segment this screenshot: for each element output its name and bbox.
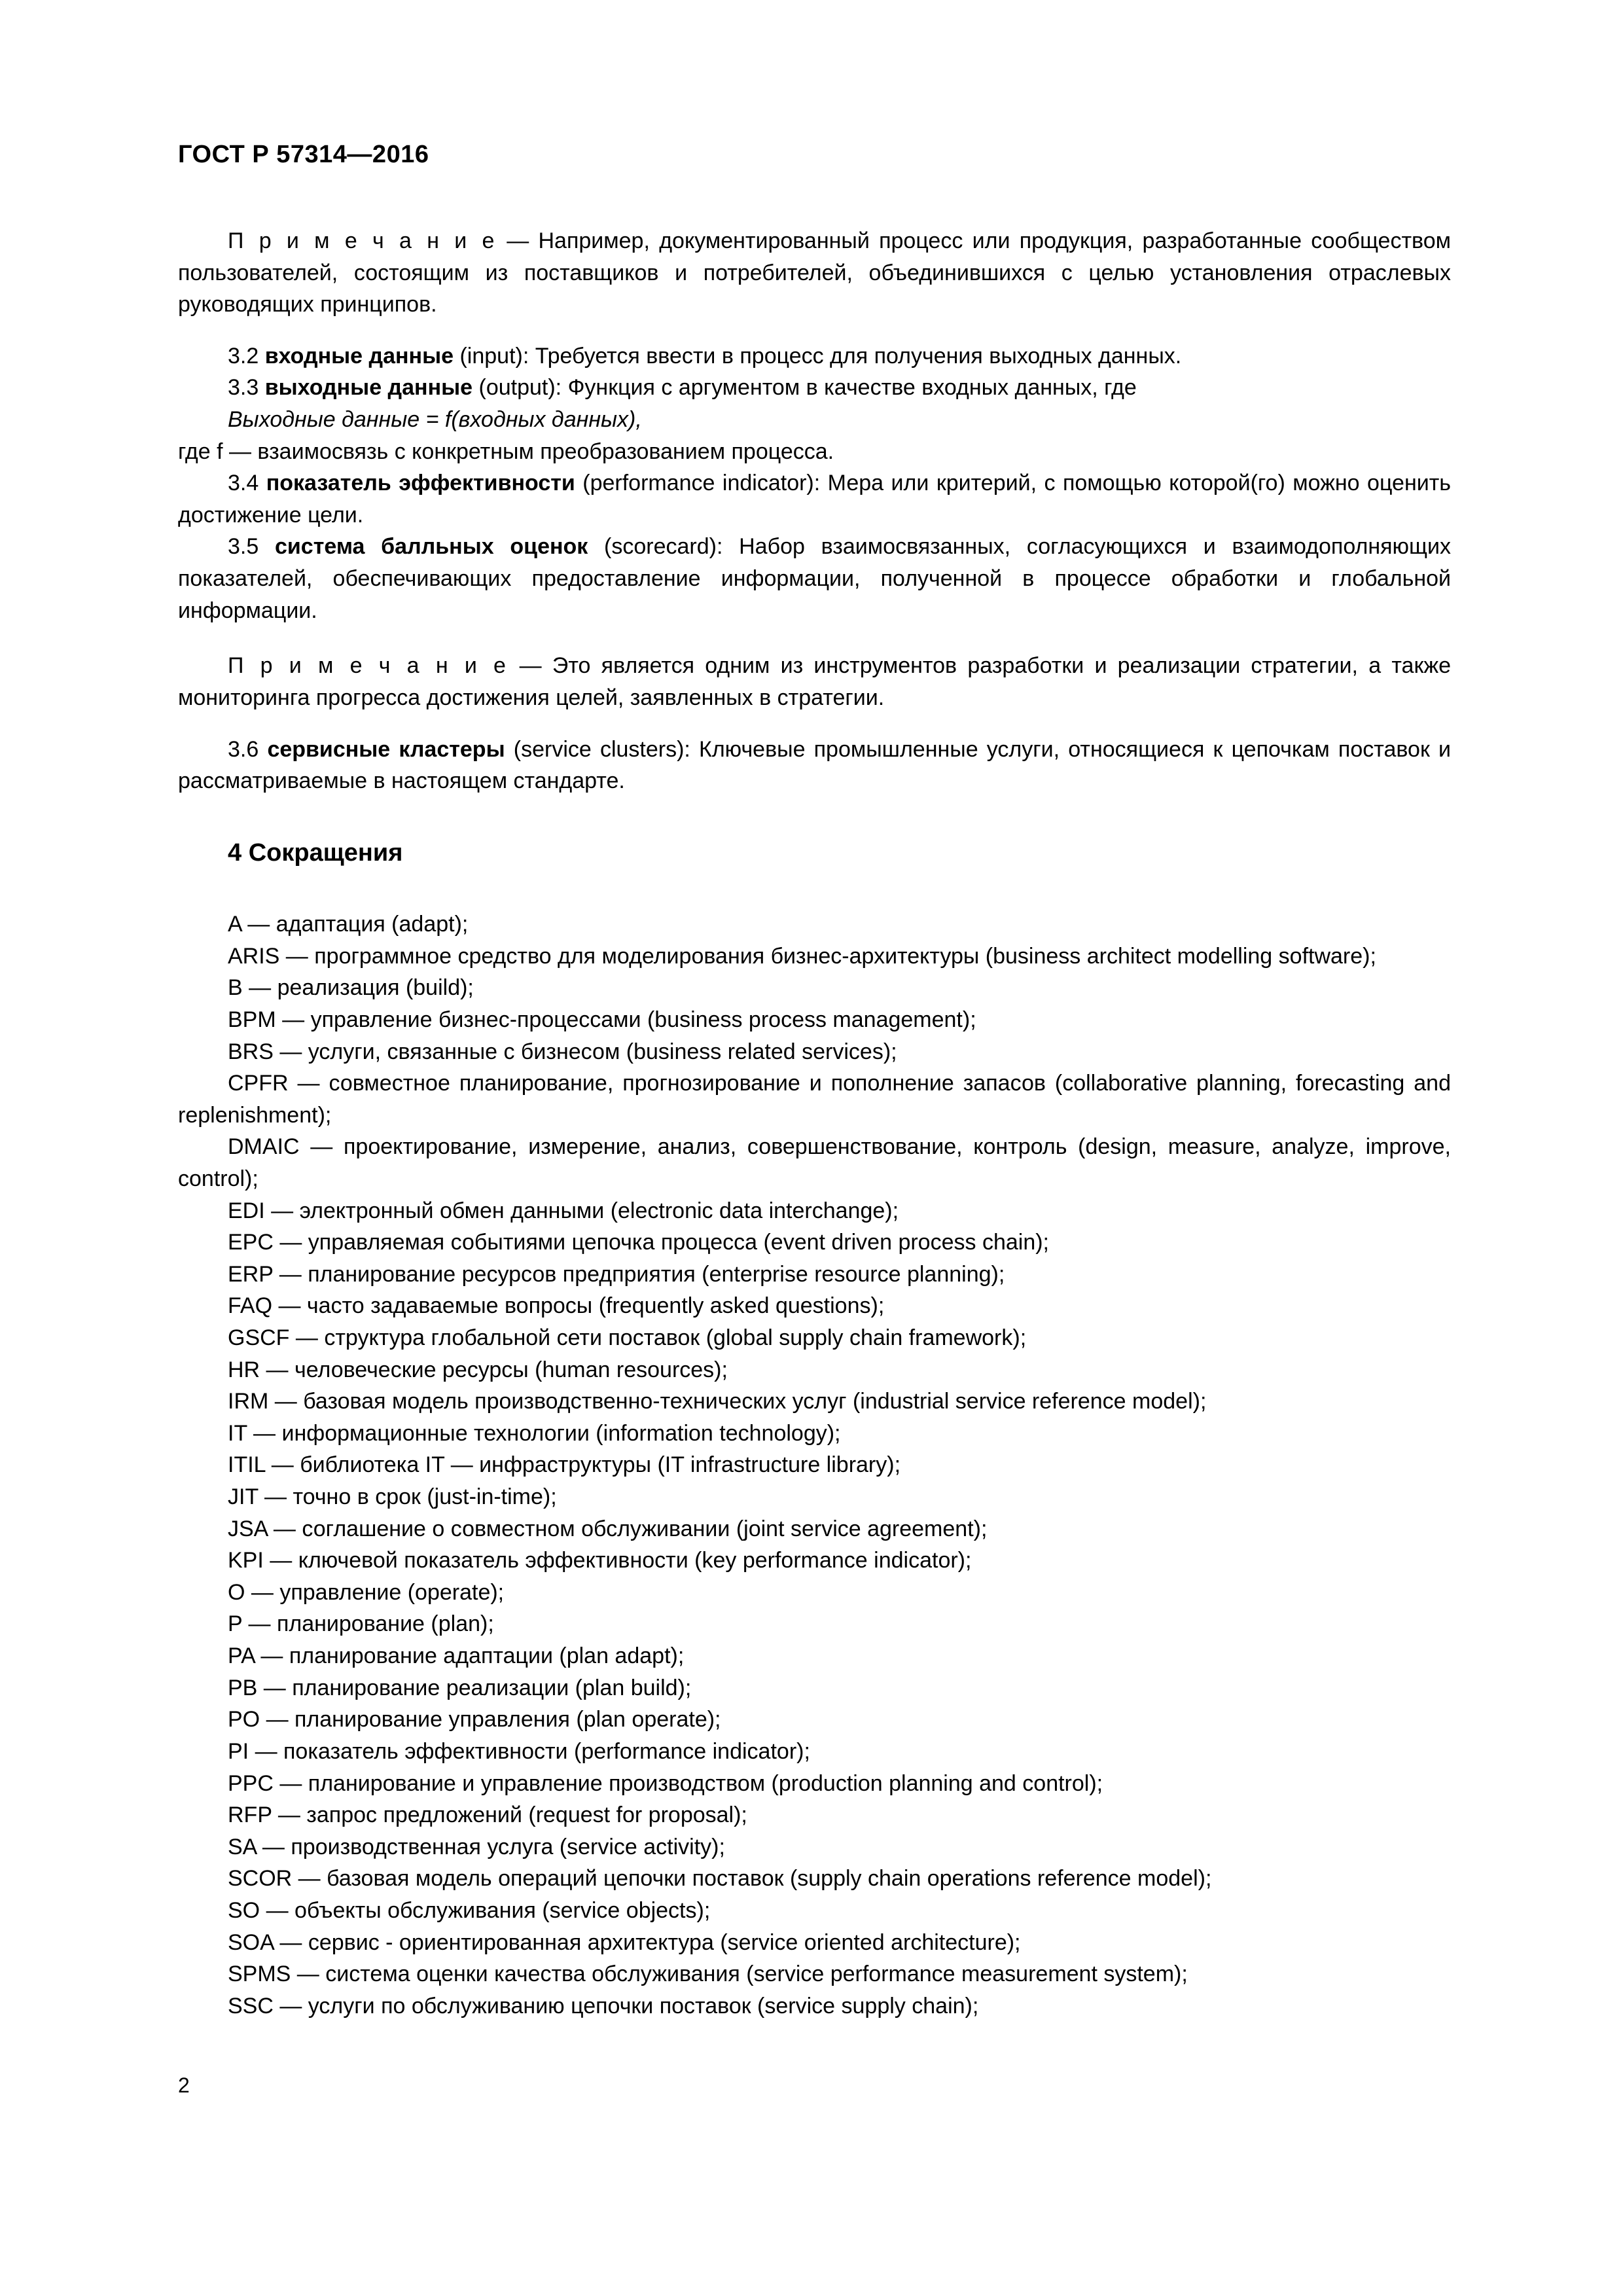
definition-text: (scorecard): Набор взаимосвязанных, согласующихся и взаимодополняющих показателей, обеспечивающих предоставление информации, полученной в процессе обработки и глобальной информации. bbox=[178, 534, 1451, 623]
list-item: JIT — точно в срок (just-in-time); bbox=[228, 1484, 557, 1510]
list-item: PPC — планирование и управление производством (production planning and control); bbox=[228, 1770, 1103, 1796]
standard-id-header: ГОСТ Р 57314—2016 bbox=[178, 141, 429, 168]
list-item: IT — информационные технологии (information technology); bbox=[228, 1420, 841, 1446]
list-item: A — адаптация (adapt); bbox=[228, 912, 469, 937]
definition-3-3 bbox=[178, 372, 1451, 404]
list-item: ARIS — программное средство для моделирования бизнес-архитектуры (business architect modelling software); bbox=[228, 943, 1376, 969]
list-item: DMAIC — проектирование, измерение, анализ, совершенствование, контроль (design, measure, analyze, improve, control); bbox=[178, 1134, 1451, 1191]
list-item: EDI — электронный обмен данными (electronic data interchange); bbox=[228, 1198, 899, 1223]
definition-number: 3.4 bbox=[228, 471, 266, 496]
list-item: KPI — ключевой показатель эффективности (key performance indicator); bbox=[228, 1548, 972, 1573]
note-text: — Это является одним из инструментов разработки и реализации стратегии, а также мониторинга прогресса достижения целей, заявленных в стратегии. bbox=[178, 653, 1451, 710]
definition-term: входные данные bbox=[264, 343, 454, 368]
formula-note-text: где f — взаимосвязь с конкретным преобразованием процесса. bbox=[178, 439, 834, 464]
note-paragraph-2 bbox=[178, 650, 1451, 713]
definition-term: система балльных оценок bbox=[275, 534, 588, 560]
list-item: FAQ — часто задаваемые вопросы (frequently asked questions); bbox=[228, 1293, 885, 1319]
definition-text: (input): Требуется ввести в процесс для получения выходных данных. bbox=[454, 343, 1182, 368]
definition-term: показатель эффективности bbox=[266, 471, 575, 496]
note-label: П р и м е ч а н и е bbox=[228, 653, 509, 679]
list-item: BRS — услуги, связанные с бизнесом (business related services); bbox=[228, 1039, 897, 1064]
list-item: SSC — услуги по обслуживанию цепочки поставок (service supply chain); bbox=[228, 1993, 979, 2018]
section-title-abbreviations: 4 Сокращения bbox=[228, 838, 403, 867]
formula-line: Выходные данные = f(входных данных), bbox=[228, 407, 642, 433]
page-number: 2 bbox=[178, 2073, 190, 2097]
list-item: B — реализация (build); bbox=[228, 975, 474, 1001]
definition-3-2 bbox=[178, 340, 1451, 372]
list-item: CPFR — совместное планирование, прогнозирование и пополнение запасов (collaborative planning, forecasting and replenishment); bbox=[178, 1071, 1451, 1128]
list-item: JSA — соглашение о совместном обслуживании (joint service agreement); bbox=[228, 1516, 988, 1541]
list-item: SPMS — система оценки качества обслуживания (service performance measurement system); bbox=[228, 1962, 1188, 1987]
note-paragraph-1 bbox=[178, 225, 1451, 321]
definition-3-5 bbox=[178, 531, 1451, 626]
definition-term: выходные данные bbox=[264, 375, 473, 401]
list-item: SCOR — базовая модель операций цепочки поставок (supply chain operations reference model); bbox=[228, 1866, 1212, 1892]
list-item: IRM — базовая модель производственно-технических услуг (industrial service reference model); bbox=[228, 1389, 1207, 1414]
list-item: EPC — управляемая событиями цепочка процесса (event driven process chain); bbox=[228, 1230, 1049, 1255]
note-text: — Например, документированный процесс или продукция, разработанные сообществом пользователей, состоящим из поставщиков и потребителей, объединившихся с целью установления отраслевых руководящих принципов. bbox=[178, 228, 1451, 317]
list-item: P — планирование (plan); bbox=[228, 1611, 494, 1637]
definition-number: 3.2 bbox=[228, 343, 265, 368]
list-item: O — управление (operate); bbox=[228, 1579, 505, 1605]
list-item: ITIL — библиотека IT — инфраструктуры (IT infrastructure library); bbox=[228, 1452, 901, 1478]
formula-note-line bbox=[178, 436, 1451, 468]
definition-text: (performance indicator): Мера или критерий, с помощью которой(го) можно оценить достижение цели. bbox=[178, 471, 1451, 528]
list-item: PA — планирование адаптации (plan adapt); bbox=[228, 1643, 685, 1669]
definition-term: сервисные кластеры bbox=[267, 736, 505, 762]
definition-text: (service clusters): Ключевые промышленные услуги, относящиеся к цепочкам поставок и рассматриваемые в настоящем стандарте. bbox=[178, 736, 1451, 794]
note-label: П р и м е ч а н и е bbox=[228, 228, 497, 253]
list-item: RFP — запрос предложений (request for proposal); bbox=[228, 1803, 747, 1828]
list-item: GSCF — структура глобальной сети поставок (global supply chain framework); bbox=[228, 1325, 1027, 1350]
abbreviation-list bbox=[178, 908, 1451, 2022]
list-item: SO — объекты обслуживания (service objects); bbox=[228, 1897, 711, 1923]
list-item: PB — планирование реализации (plan build); bbox=[228, 1675, 692, 1700]
page-content bbox=[178, 141, 1451, 2022]
definition-number: 3.5 bbox=[228, 534, 275, 560]
list-item: ERP — планирование ресурсов предприятия (enterprise resource planning); bbox=[228, 1261, 1005, 1287]
list-item: SA — производственная услуга (service activity); bbox=[228, 1834, 725, 1859]
definition-number: 3.6 bbox=[228, 736, 268, 762]
definition-number: 3.3 bbox=[228, 375, 265, 401]
definition-3-4 bbox=[178, 467, 1451, 531]
list-item: PI — показатель эффективности (performance indicator); bbox=[228, 1738, 810, 1764]
list-item: PO — планирование управления (plan operate); bbox=[228, 1707, 721, 1732]
list-item: BPM — управление бизнес-процессами (business process management); bbox=[228, 1007, 976, 1032]
list-item: HR — человеческие ресурсы (human resources); bbox=[228, 1357, 728, 1382]
list-item: SOA — сервис - ориентированная архитектура (service oriented architecture); bbox=[228, 1929, 1021, 1955]
definition-text: (output): Функция с аргументом в качестве входных данных, где bbox=[473, 375, 1137, 401]
definition-3-6 bbox=[178, 734, 1451, 797]
